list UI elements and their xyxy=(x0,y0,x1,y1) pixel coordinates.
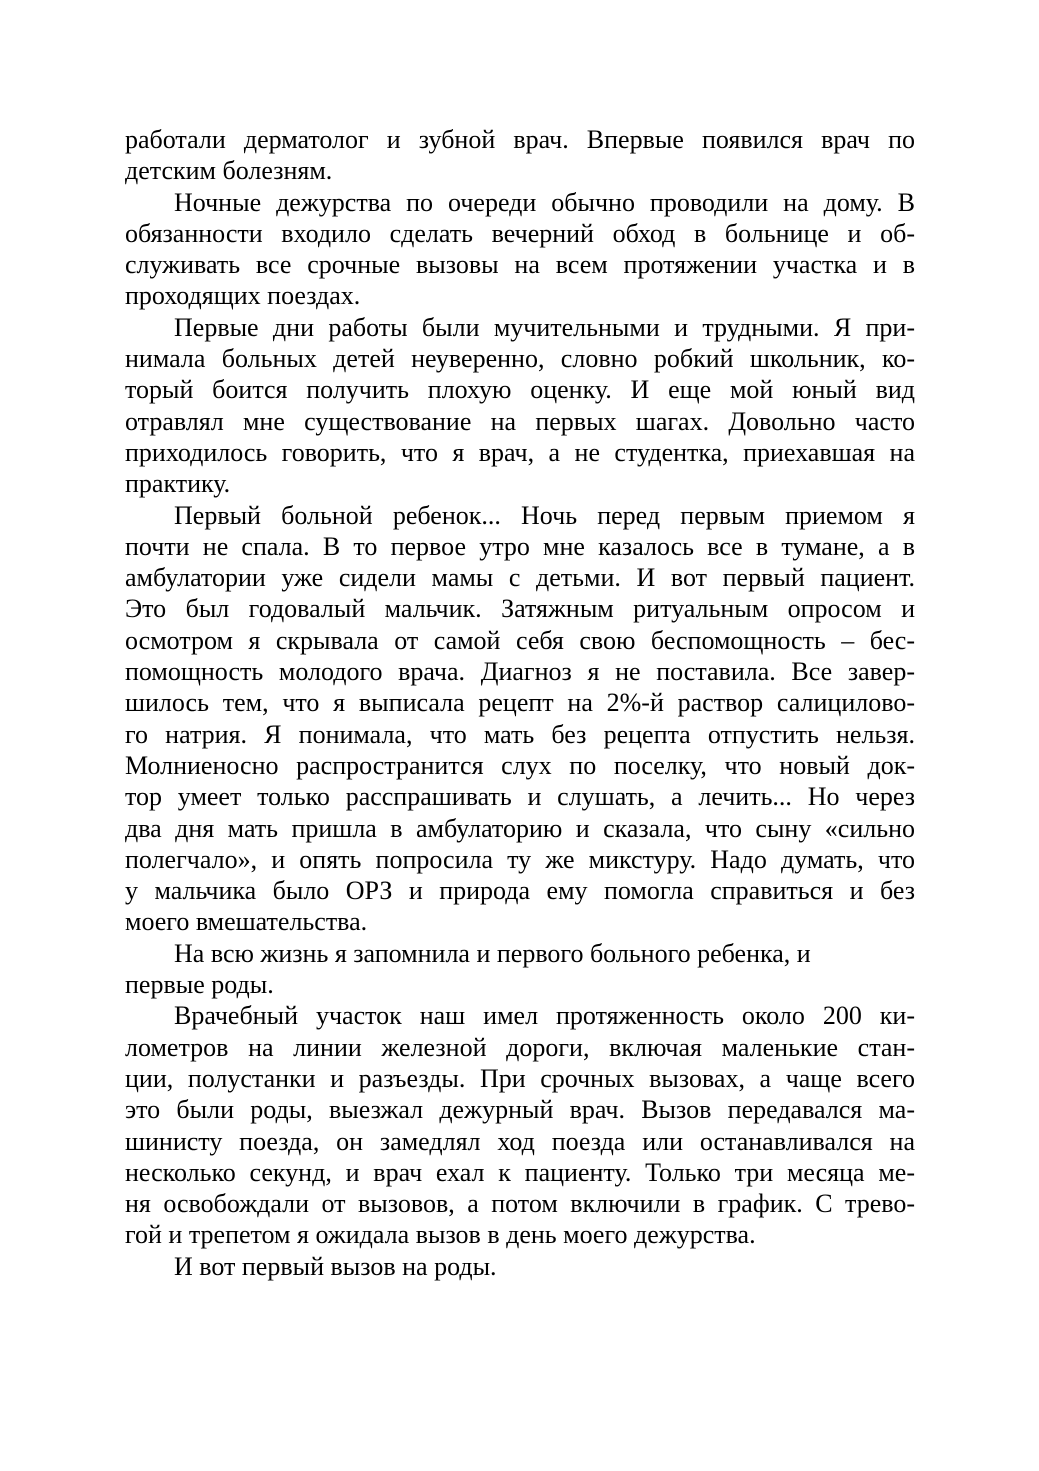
paragraph xyxy=(125,1000,915,1250)
text-line: Врачебный участок наш имел протяженность около 200 ки- xyxy=(174,1001,915,1031)
text-line: ции, полустанки и разъезды. При срочных вызовах, а чаще всего xyxy=(125,1063,915,1093)
text-line: приходилось говорить, что я врач, а не студентка, приехавшая на xyxy=(125,437,915,467)
paragraph xyxy=(125,187,915,312)
text-line: несколько секунд, и врач ехал к пациенту. Только три месяца ме- xyxy=(125,1157,915,1187)
text-line: обязанности входило сделать вечерний обход в больнице и об- xyxy=(125,218,915,248)
text-line: Первые дни работы были мучительными и трудными. Я при- xyxy=(174,312,915,342)
paragraph xyxy=(125,312,915,500)
text-line: ня освобождали от вызовов, а потом включили в график. С трево- xyxy=(125,1189,915,1219)
text-line: проходящих поездах. xyxy=(125,281,361,311)
text-line: работали дерматолог и зубной врач. Впервые появился врач по xyxy=(125,125,915,154)
text-line: Первый больной ребенок... Ночь перед первым приемом я xyxy=(174,500,915,530)
text-line: шинисту поезда, он замедлял ход поезда или останавливался на xyxy=(125,1126,915,1156)
text-line: почти не спала. В то первое утро мне казалось все в тумане, а в xyxy=(125,531,915,561)
text-line: моего вмешательства. xyxy=(125,907,368,937)
text-line: практику. xyxy=(125,469,231,499)
text-line: На всю жизнь я запомнила и первого больного ребенка, и xyxy=(174,938,811,968)
text-line: Это был годовалый мальчик. Затяжным ритуальным опросом и xyxy=(125,594,915,624)
text-line: амбулатории уже сидели мамы с детьми. И вот первый пациент. xyxy=(125,563,915,593)
text-line: у мальчика было ОРЗ и природа ему помогла справиться и без xyxy=(125,876,915,906)
text-line: осмотром я скрывала от самой себя свою беспомощность – бес- xyxy=(125,625,915,655)
paragraph xyxy=(125,124,915,187)
text-line: полегчало», и опять попросила ту же микстуру. Надо думать, что xyxy=(125,844,915,874)
text-line: лометров на линии железной дороги, включая маленькие стан- xyxy=(125,1032,915,1062)
text-line: торый боится получить плохую оценку. И еще мой юный вид xyxy=(125,375,915,405)
text-line: отравлял мне существование на первых шагах. Довольно часто xyxy=(125,406,915,436)
text-line: тор умеет только расспрашивать и слушать, а лечить... Но через xyxy=(125,782,915,812)
text-line: И вот первый вызов на роды. xyxy=(174,1251,497,1281)
paragraph xyxy=(125,500,915,938)
text-line: это были роды, выезжал дежурный врач. Вызов передавался ма- xyxy=(125,1095,915,1125)
text-line: детским болезням. xyxy=(125,156,333,186)
text-line: Молниеносно распространится слух по поселку, что новый док- xyxy=(125,750,915,780)
text-line: гой и трепетом я ожидала вызов в день моего дежурства. xyxy=(125,1220,756,1250)
text-line: два дня мать пришла в амбулаторию и сказала, что сыну «сильно xyxy=(125,813,915,843)
paragraph xyxy=(125,1251,915,1282)
paragraph xyxy=(125,938,915,1001)
text-line: Ночные дежурства по очереди обычно проводили на дому. В xyxy=(174,187,915,217)
text-line: нимала больных детей неуверенно, словно робкий школьник, ко- xyxy=(125,344,915,374)
page-body xyxy=(125,124,915,1282)
text-line: помощность молодого врача. Диагноз я не поставила. Все завер- xyxy=(125,657,915,687)
text-line: служивать все срочные вызовы на всем протяжении участка и в xyxy=(125,250,915,280)
text-line: шилось тем, что я выписала рецепт на 2%-й раствор салицилово- xyxy=(125,688,915,718)
text-line: го натрия. Я понимала, что мать без рецепта отпустить нельзя. xyxy=(125,719,915,749)
text-line: первые роды. xyxy=(125,970,274,1000)
